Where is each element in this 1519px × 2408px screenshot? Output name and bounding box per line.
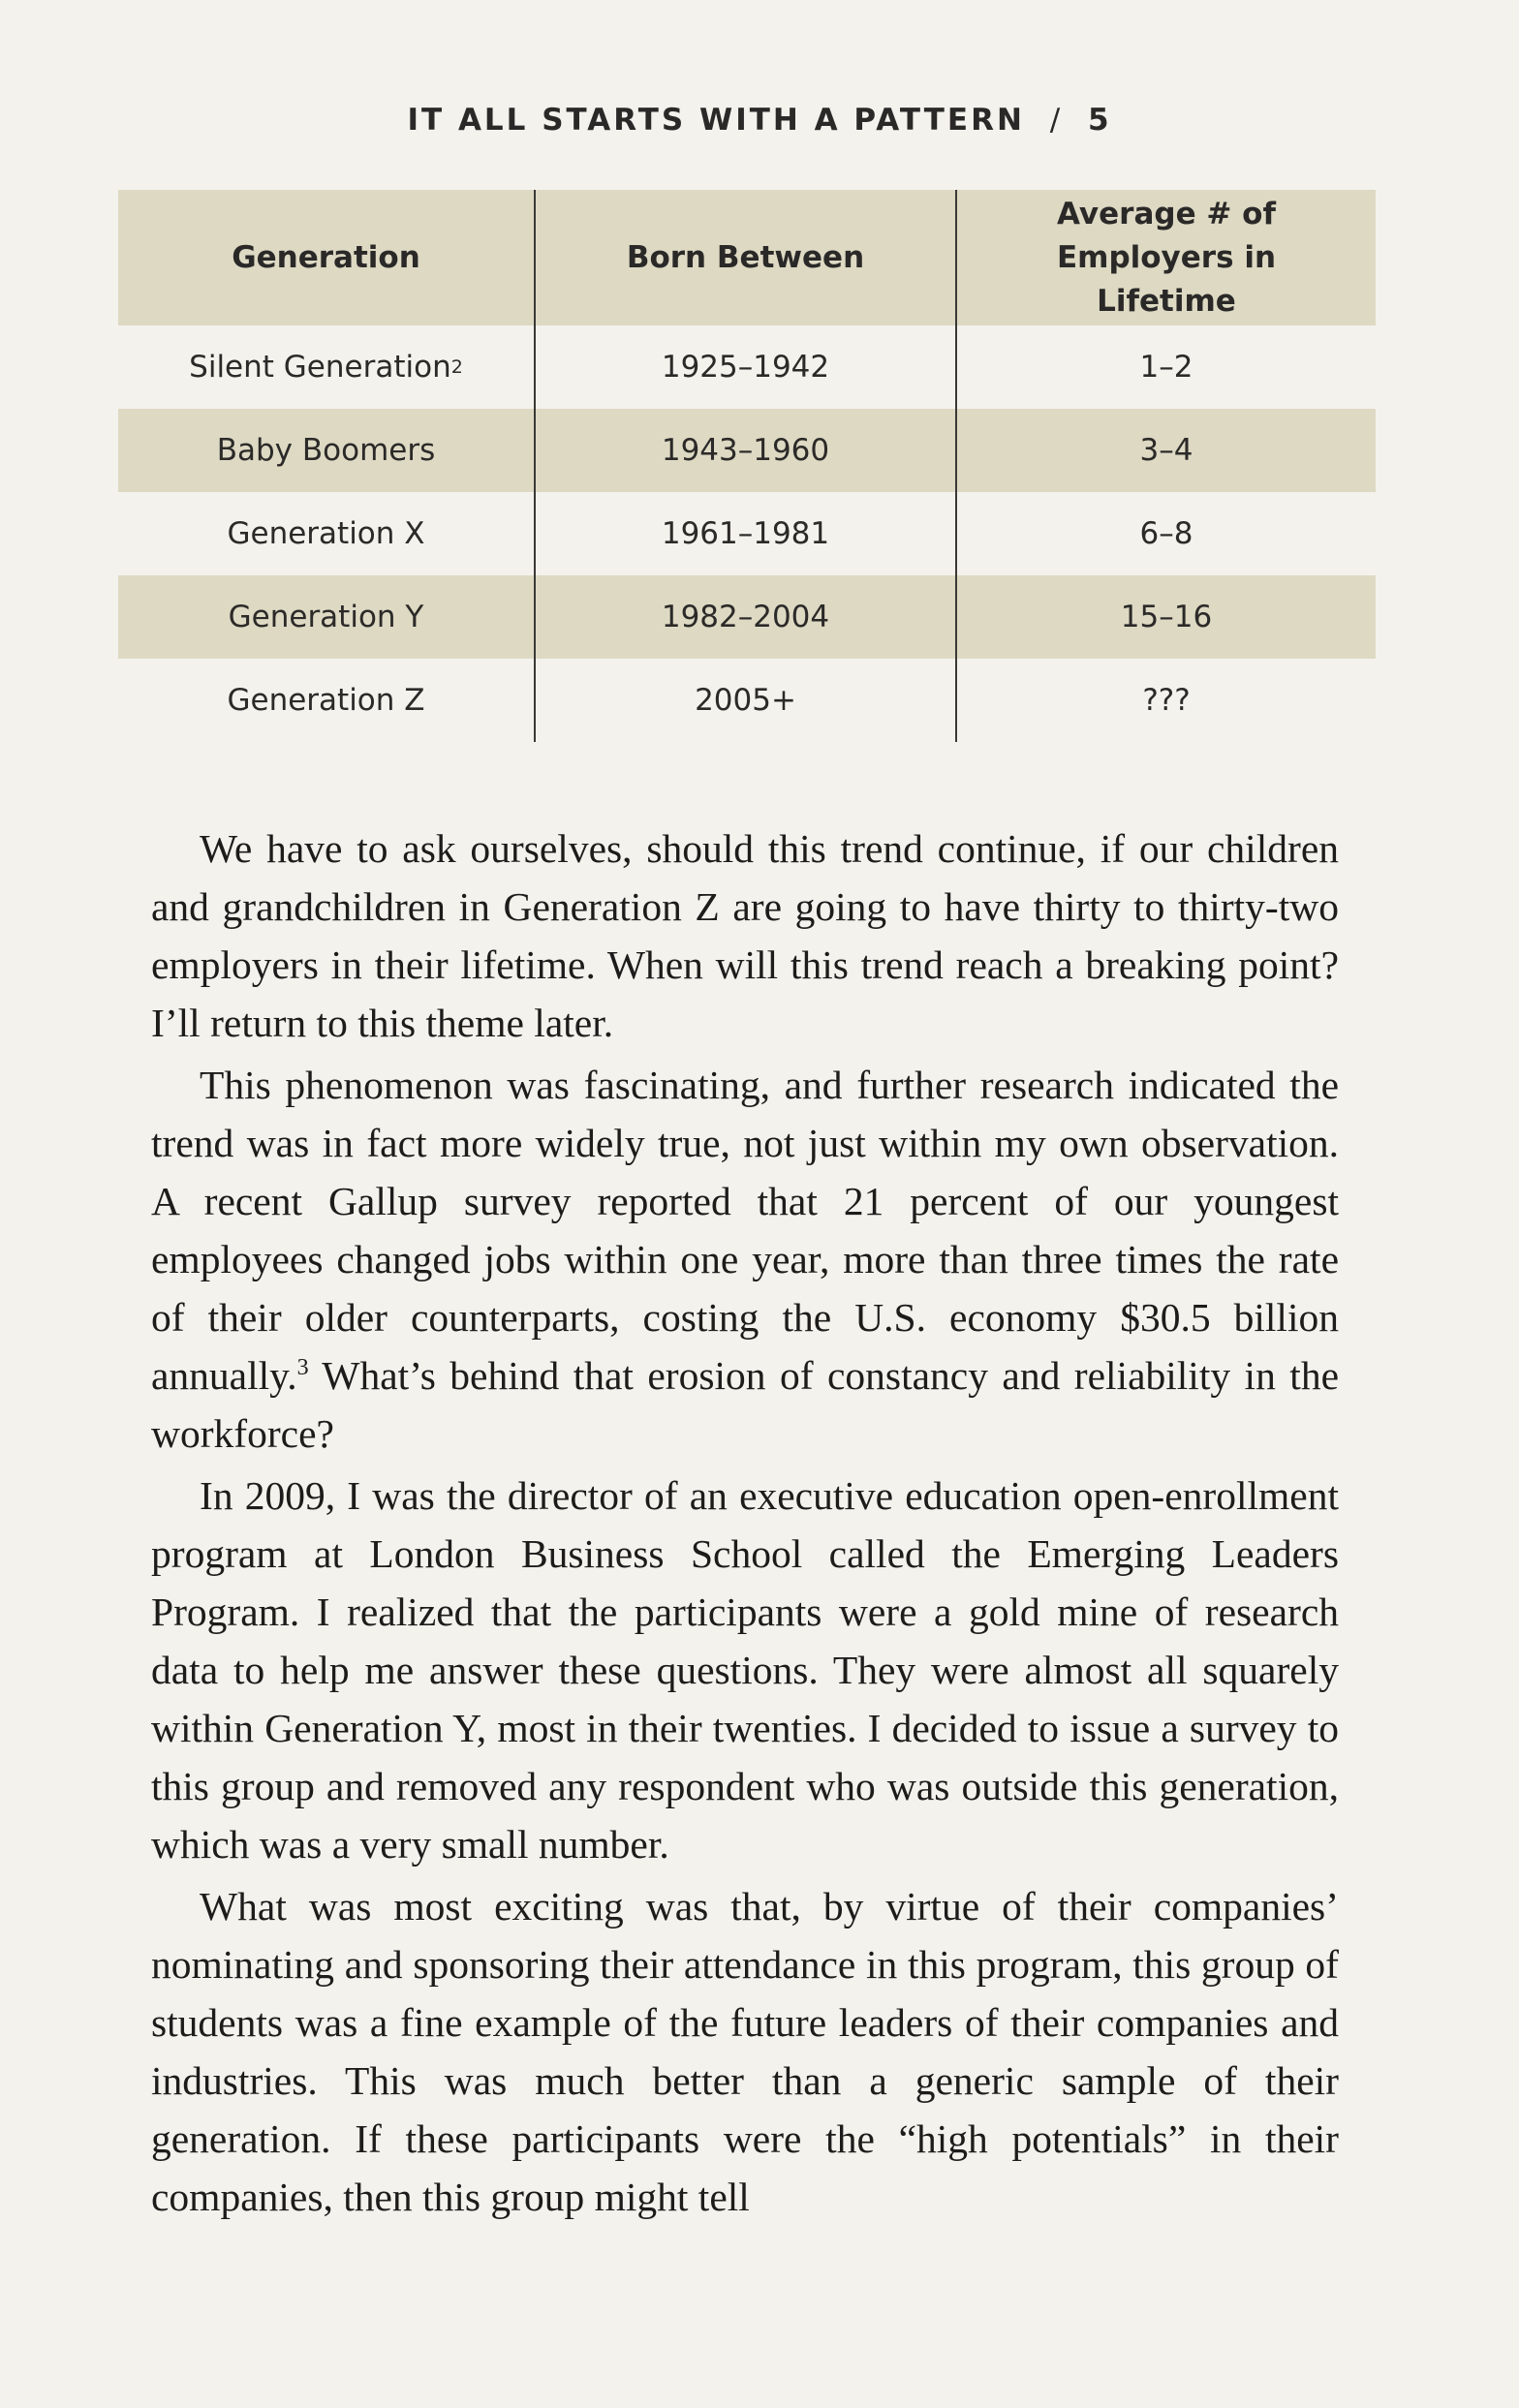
- cell-generation: Silent Generation 2: [118, 325, 536, 409]
- footnote-marker: 3: [296, 1355, 309, 1381]
- cell-employers: 1–2: [1139, 350, 1194, 385]
- paragraph: In 2009, I was the director of an executive education open-enrollment program at London Business School called the Emerging Leaders Program. I realized that the participants were a gold mine of research data to help me answer these questions. They were almost all squarely within Generation Y, most in their twenties. I decided to issue a survey to this group and removed any respondent who was outside this generation, which was a very small number.: [151, 1473, 1339, 1867]
- table-row: [118, 575, 1376, 659]
- page-number: 5: [1087, 103, 1112, 138]
- table-row: [118, 409, 1376, 492]
- cell-employers: 15–16: [1120, 600, 1213, 634]
- running-head-separator: /: [1049, 103, 1064, 138]
- cell-born-between: 1982–2004: [536, 575, 957, 659]
- paragraph-text: What’s behind that erosion of constancy and reliability in the workforce?: [151, 1353, 1339, 1456]
- table-row: [118, 325, 1376, 409]
- cell-born-between: 1925–1942: [536, 325, 957, 409]
- cell-born-between: 2005+: [536, 659, 957, 742]
- table-row: [118, 659, 1376, 742]
- cell-generation: Baby Boomers: [118, 409, 536, 492]
- cell-employers: 3–4: [1139, 433, 1194, 468]
- cell-born-between: 1943–1960: [536, 409, 957, 492]
- paragraph: [151, 1056, 1339, 1463]
- body-text: [151, 819, 1339, 2230]
- cell-born-between: 1961–1981: [536, 492, 957, 575]
- table-header-row: [118, 190, 1376, 325]
- running-head: [0, 103, 1519, 138]
- paragraph: What was most exciting was that, by virtue of their companies’ nominating and sponsoring their attendance in this program, this group of students was a fine example of the future leaders of their companies and industries. This was much better than a generic sample of their generation. If these participants were the “high potentials” in their companies, then this group might tell: [151, 1884, 1339, 2219]
- column-header-generation: Generation: [118, 190, 536, 325]
- cell-generation: Generation Z: [118, 659, 536, 742]
- column-header-average-employers: [957, 190, 1376, 325]
- paragraph-text: This phenomenon was fascinating, and further research indicated the trend was in fact more widely true, not just within my own observation. A recent Gallup survey reported that 21 percent of our youngest employees changed jobs within one year, more than three times the rate of their older counterparts, costing the U.S. economy $30.5 billion annually.: [151, 1063, 1339, 1398]
- running-title: IT ALL STARTS WITH A PATTERN: [407, 103, 1025, 138]
- cell-generation: Generation X: [118, 492, 536, 575]
- cell-employers: 6–8: [1139, 516, 1194, 551]
- table-row: [118, 492, 1376, 575]
- paragraph: We have to ask ourselves, should this trend continue, if our children and grandchildren in Generation Z are going to have thirty to thirty-two employers in their lifetime. When will this trend reach a breaking point? I’ll return to this theme later.: [151, 826, 1339, 1045]
- cell-employers: ???: [1142, 683, 1191, 718]
- generations-table: [118, 190, 1376, 742]
- cell-generation: Generation Y: [118, 575, 536, 659]
- column-header-average-employers-label: Average # of Employers in Lifetime: [1056, 196, 1277, 319]
- cell-generation-label: Silent Generation: [189, 350, 451, 385]
- column-header-born-between: Born Between: [536, 190, 957, 325]
